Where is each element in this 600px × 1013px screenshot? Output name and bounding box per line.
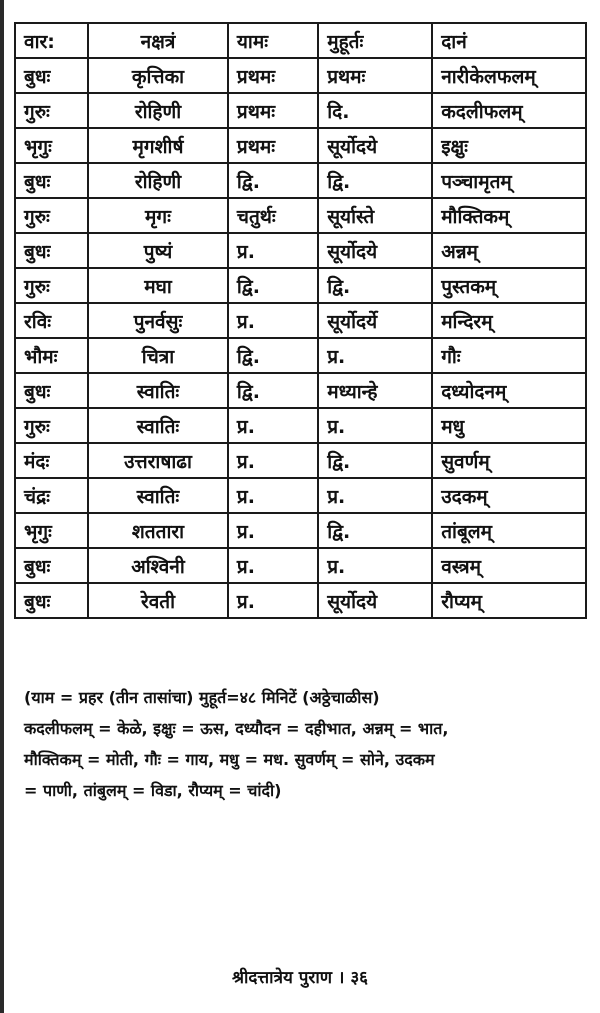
cell-nakshatra: चित्रा [88,338,228,373]
cell-var: बुधः [15,373,88,408]
cell-daan: मौक्तिकम् [432,198,586,233]
cell-yama: द्वि. [228,373,318,408]
cell-var: चंद्रः [15,478,88,513]
table-row [15,513,586,548]
cell-muhurta: द्वि. [318,443,432,478]
cell-muhurta: द्वि. [318,268,432,303]
cell-var: बुधः [15,163,88,198]
cell-yama: द्वि. [228,338,318,373]
notes-line-3: मौक्तिकम् = मोती, गौः = गाय, मधु = मध. सुवर्णम् = सोने, उदकम [24,750,435,769]
cell-yama: प्र. [228,548,318,583]
table-row [15,163,586,198]
cell-yama: द्वि. [228,268,318,303]
cell-yama: प्र. [228,408,318,443]
cell-muhurta: प्रथमः [318,58,432,93]
cell-var: मंदः [15,443,88,478]
cell-muhurta: सूर्योदये [318,233,432,268]
header-nakshatra: नक्षत्रं [88,23,228,58]
table-row [15,128,586,163]
cell-var: रविः [15,303,88,338]
cell-muhurta: सूर्योदये [318,583,432,618]
cell-nakshatra: कृत्तिका [88,58,228,93]
cell-daan: पञ्चामृतम् [432,163,586,198]
cell-daan: नारीकेलफलम् [432,58,586,93]
cell-var: भौमः [15,338,88,373]
notes-line-2: कदलीफलम् = केळे, इक्षुः = ऊस, दध्यौदन = दहीभात, अन्नम् = भात, [24,719,449,738]
cell-daan: मधु [432,408,586,443]
cell-muhurta: सूर्योदये [318,128,432,163]
table-row [15,268,586,303]
cell-nakshatra: स्वातिः [88,408,228,443]
cell-var: गुरुः [15,198,88,233]
cell-daan: अन्नम् [432,233,586,268]
table-row [15,548,586,583]
cell-yama: प्रथमः [228,93,318,128]
cell-nakshatra: मघा [88,268,228,303]
cell-var: बुधः [15,583,88,618]
cell-nakshatra: अश्विनी [88,548,228,583]
cell-muhurta: द्वि. [318,513,432,548]
cell-yama: प्र. [228,233,318,268]
cell-nakshatra: शततारा [88,513,228,548]
header-daan: दानं [432,23,586,58]
cell-muhurta: प्र. [318,548,432,583]
cell-muhurta: सूर्यास्ते [318,198,432,233]
cell-var: गुरुः [15,408,88,443]
cell-yama: प्र. [228,478,318,513]
table-row [15,408,586,443]
cell-daan: वस्त्रम् [432,548,586,583]
cell-nakshatra: रेवती [88,583,228,618]
notes-line-4: = पाणी, तांबुलम् = विडा, रौप्यम् = चांदी) [24,781,282,800]
cell-nakshatra: स्वातिः [88,373,228,408]
cell-nakshatra: रोहिणी [88,163,228,198]
cell-yama: चतुर्थः [228,198,318,233]
table-row [15,443,586,478]
cell-daan: सुवर्णम् [432,443,586,478]
header-yama: यामः [228,23,318,58]
cell-daan: कदलीफलम् [432,93,586,128]
cell-daan: उदकम् [432,478,586,513]
header-muhurta: मुहूर्तः [318,23,432,58]
notes-line-1: (याम = प्रहर (तीन तासांचा) मुहूर्त=४८ मिनिटें (अठ्ठेचाळीस) [24,688,380,707]
cell-yama: प्र. [228,513,318,548]
cell-muhurta: प्र. [318,338,432,373]
table-row [15,233,586,268]
table-row [15,303,586,338]
cell-yama: प्र. [228,583,318,618]
cell-nakshatra: पुष्यं [88,233,228,268]
cell-var: बुधः [15,233,88,268]
table-row [15,373,586,408]
cell-yama: प्रथमः [228,58,318,93]
cell-yama: द्वि. [228,163,318,198]
cell-yama: प्रथमः [228,128,318,163]
muhurta-table-container [14,22,587,619]
cell-muhurta: द्वि. [318,163,432,198]
cell-nakshatra: मृगः [88,198,228,233]
cell-yama: प्र. [228,303,318,338]
cell-yama: प्र. [228,443,318,478]
cell-nakshatra: रोहिणी [88,93,228,128]
glossary-notes [24,682,580,806]
cell-daan: गौः [432,338,586,373]
page-footer: श्रीदत्तात्रेय पुराण । ३६ [231,968,369,988]
table-header-row [15,23,586,58]
cell-muhurta: प्र. [318,408,432,443]
cell-daan: मन्दिरम् [432,303,586,338]
cell-daan: तांबूलम् [432,513,586,548]
table-row [15,338,586,373]
muhurta-table [14,22,587,619]
header-var: वार: [15,23,88,58]
table-row [15,93,586,128]
page-edge-bar [0,0,4,1013]
table-row [15,58,586,93]
cell-nakshatra: स्वातिः [88,478,228,513]
table-row [15,198,586,233]
cell-var: भृगुः [15,513,88,548]
cell-nakshatra: मृगशीर्ष [88,128,228,163]
cell-var: गुरुः [15,93,88,128]
cell-var: बुधः [15,548,88,583]
cell-nakshatra: उत्तराषाढा [88,443,228,478]
table-row [15,583,586,618]
cell-var: बुधः [15,58,88,93]
cell-var: भृगुः [15,128,88,163]
cell-daan: पुस्तकम् [432,268,586,303]
cell-nakshatra: पुनर्वसुः [88,303,228,338]
table-body [15,23,586,618]
cell-muhurta: दि. [318,93,432,128]
table-row [15,478,586,513]
cell-daan: इक्षुः [432,128,586,163]
cell-muhurta: प्र. [318,478,432,513]
cell-muhurta: मध्यान्हे [318,373,432,408]
cell-daan: रौप्यम् [432,583,586,618]
cell-muhurta: सूर्योदर्ये [318,303,432,338]
cell-daan: दध्योदनम् [432,373,586,408]
cell-var: गुरुः [15,268,88,303]
